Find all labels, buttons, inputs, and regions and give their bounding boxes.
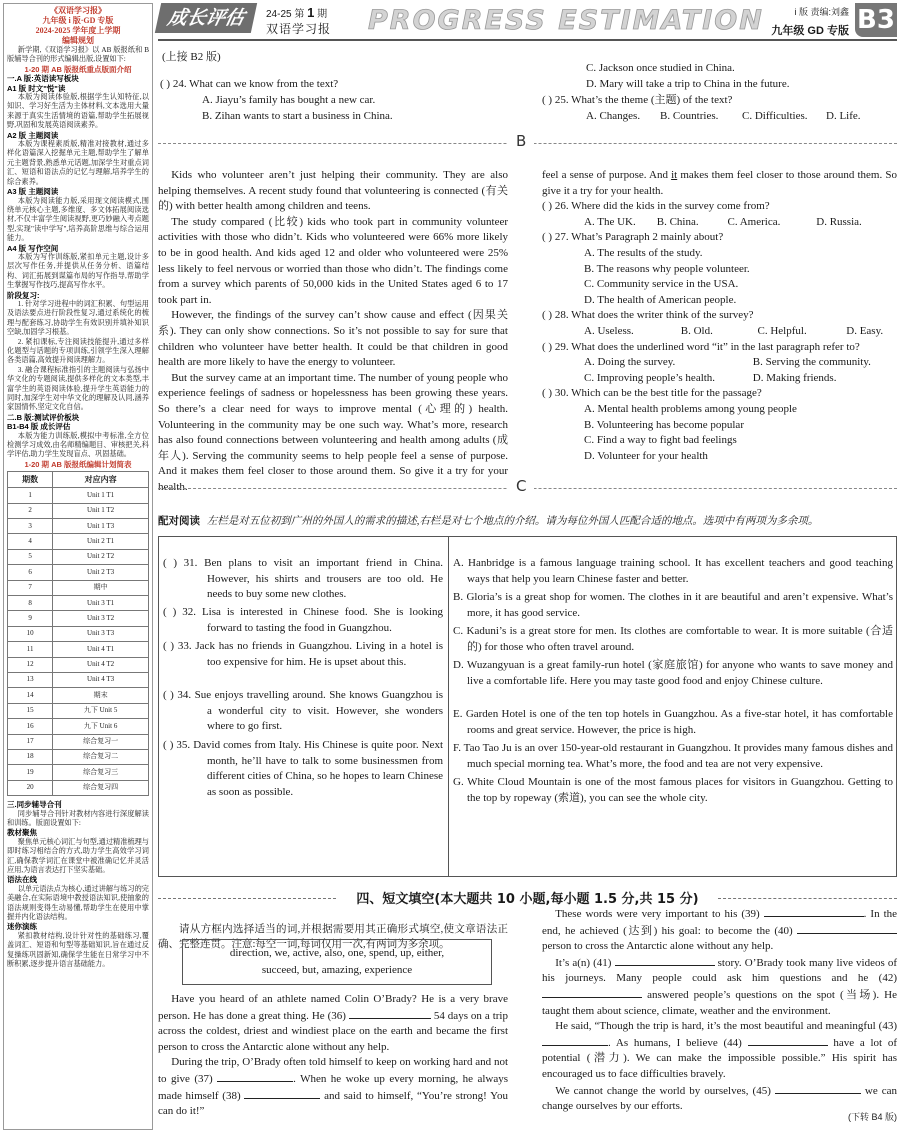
table-header-row	[8, 472, 149, 488]
progress-banner: PROGRESS ESTIMATION	[368, 5, 764, 36]
table-cell-content: 综合复习四	[53, 780, 149, 795]
table-cell-content: Unit 2 T1	[53, 534, 149, 549]
sidebar-a3-text: 本版为阅读能力版,采用现文阅读模式,围绕单元核心主题,多维度、多文体拓展阅读选材,不仅丰富学生阅读视野,更巧妙融入考点题型,实现"读中学写",培养高阶思维与综合运用能力。	[7, 196, 149, 243]
blank-36[interactable]	[349, 1008, 431, 1019]
match-right-e: E. Garden Hotel is one of the ten top hotels in Guangzhou. As a five-star hotel, it has comfortable rooms and great service. However, the price is high.	[453, 708, 893, 736]
header-rule	[158, 39, 897, 41]
sidebar-intro: 新学期,《双语学习报》以 AB 版报纸和 B 版辅导合刊的形式编辑出版,设置如下:	[7, 46, 149, 64]
table-cell-content: Unit 3 T2	[53, 611, 149, 626]
sidebar-red-heading-2: 1-20 期 AB 版报纸编辑计划简表	[24, 459, 132, 469]
issue-suffix: 期	[317, 9, 328, 20]
section-c-letter: C	[508, 479, 534, 495]
match-left-33: ( ) 33. Jack has no friends in Guangzhou. Living in a hotel is too expensive for him. He is upset about this.	[163, 640, 443, 668]
blank-45[interactable]	[775, 1083, 861, 1094]
table-row	[8, 565, 149, 580]
q25-option-b: B. Countries.	[660, 110, 719, 122]
q27-option-c: C. Community service in the USA.	[584, 278, 739, 291]
table-cell-content: Unit 4 T2	[53, 657, 149, 672]
sidebar-phase-text-2: 2. 紧扣课标,专注阅读技能提升,通过多样化题型与话题的专项训练,引领学生深入理解各类语篇,高效提升阅读理解力。	[7, 337, 149, 365]
q29-option-a: A. Doing the survey.	[584, 356, 676, 369]
passage-b-p1: Kids who volunteer aren’t just helping their community. They are also helping themselves. A recent study found that volunteering is connected (有关的) with better health among children and teens.	[158, 169, 508, 213]
q26-option-b: B. China.	[656, 215, 699, 228]
table-row	[8, 519, 149, 534]
q27-option-a: A. The results of the study.	[584, 246, 703, 259]
table-body	[8, 488, 149, 796]
section4-instructions: 请从方框内选择适当的词,并根据需要用其正确形式填空,使文章语法正确、完整连贯。注意:每空一词,每词仅用一次,有两词为多余项。	[158, 924, 508, 950]
q24-option-a: A. Jiayu’s family has bought a new car.	[202, 94, 376, 106]
table-cell-content: Unit 4 T1	[53, 642, 149, 657]
table-row	[8, 549, 149, 564]
sidebar-section-c: 三.同步辅导合刊	[7, 800, 62, 810]
sidebar-b-text: 本版为能力训练版,模拟中考标准,全方位检测学习成效,由名师精编题目、审核把关,科学评估,助力学生发现盲点、巩固基础。	[7, 431, 149, 459]
cloze-text-39a: These words were very important to his (39)	[555, 908, 760, 920]
sidebar-title-4: 编辑规划	[62, 36, 94, 45]
question-26: ( ) 26. Where did the kids in the survey come from?	[542, 200, 770, 213]
table-cell-content: Unit 1 T2	[53, 503, 149, 518]
q25-option-d: D. Life.	[826, 110, 861, 122]
sidebar-c-text: 同步辅导合刊针对教材内容进行深度解读和训练。版面设置如下:	[7, 809, 149, 827]
sidebar-phase-heading: 阶段复习:	[7, 290, 40, 300]
match-right-b: B. Gloria’s is a great shop for women. The clothes in it are beautiful and aren’t expensive. What’s more, it has good service.	[453, 591, 893, 619]
table-row	[8, 657, 149, 672]
cloze-text-39b: . In the end, he achieved (达到) his goal: to become the (40)	[542, 908, 898, 937]
q26-option-a: A. The UK.	[584, 215, 636, 228]
matching-divider	[448, 537, 449, 876]
match-right-g: G. White Cloud Mountain is one of the most famous places for visitors in Guangzhou. Getting to the top by ropeway (索道), you can see the whole city.	[453, 776, 893, 804]
table-row	[8, 765, 149, 780]
table-row	[8, 734, 149, 749]
question-27: ( ) 27. What’s Paragraph 2 mainly about?	[542, 231, 724, 244]
cloze-text-43a: He said, “Though the trip is hard, it’s the most beautiful and meaningful (43)	[555, 1020, 897, 1033]
table-row	[8, 534, 149, 549]
table-cell-issue: 4	[8, 534, 53, 549]
table-header-content: 对应内容	[53, 472, 149, 488]
cloze-text-41b: story. O’Brady took many live videos of his journeys. Many people could ask him questions and he (42)	[542, 956, 898, 985]
table-cell-issue: 18	[8, 749, 53, 764]
sidebar-title-3: 2024-2025 学年度上学期	[35, 26, 121, 35]
cloze-paragraph-3	[542, 906, 897, 955]
table-cell-content: Unit 2 T3	[53, 565, 149, 580]
cloze-paragraph-5	[542, 1019, 897, 1082]
sidebar-a1-text: 本版为阅读体验版,根据学生认知特征,以知识、学习好生活为主体材料,文本选用大量来源于真实生活情境的语篇,帮助学生拓展视野,巩固和发展英语阅读素养。	[7, 93, 149, 130]
q24-option-d: D. Mary will take a trip to China in the future.	[586, 78, 790, 90]
q26-option-c: C. America.	[727, 215, 781, 228]
word-box	[182, 939, 492, 985]
table-cell-content: 综合复习二	[53, 749, 149, 764]
table-row	[8, 488, 149, 503]
sidebar-c2-heading: 语法在线	[7, 875, 37, 885]
q28-options	[542, 324, 897, 340]
matching-instructions	[158, 514, 897, 530]
table-cell-issue: 3	[8, 519, 53, 534]
matching-label: 配对阅读	[158, 515, 200, 527]
cloze-text-36a: Have you heard of an athlete named Colin O’Brady? He is a very brave person. He has done a great thing. He (36)	[158, 993, 508, 1022]
q29-options-1	[542, 355, 897, 371]
cloze-paragraph-2	[158, 1055, 508, 1119]
cloze-paragraph-6	[542, 1083, 897, 1115]
cloze-text-38b: and said to himself, “You’re strong! You can do it!”	[158, 1089, 509, 1118]
passage-b-right	[542, 168, 897, 464]
q29-option-d: D. Making friends.	[752, 371, 837, 384]
sidebar-c1-text: 聚焦单元核心词汇与句型,通过精准梳理与即时练习相结合的方式,助力学生高效学习词汇,确保教学词汇在课堂中被准确记忆并灵活应用,为语言表达打下坚实基础。	[7, 837, 149, 874]
q30-option-c: C. Find a way to fight bad feelings	[584, 434, 737, 447]
sidebar-a3-heading: A3 版 主题阅读	[7, 187, 59, 197]
page-tag: B3	[855, 3, 897, 37]
cloze-text-45a: We cannot change the world by ourselves, (45)	[555, 1084, 771, 1097]
table-cell-content: Unit 3 T3	[53, 626, 149, 641]
cloze-paragraph-4	[542, 955, 897, 1019]
q29-option-b: B. Serving the community.	[752, 356, 871, 369]
blank-43[interactable]	[542, 1035, 608, 1046]
table-cell-content: 期中	[53, 580, 149, 595]
q24-option-b: B. Zihan wants to start a business in China.	[202, 110, 393, 122]
cloze-text-42b: answered people’s questions on the spot (当场). He taught them about science, climate, weather and the environment.	[542, 988, 897, 1017]
table-cell-issue: 6	[8, 565, 53, 580]
table-cell-issue: 17	[8, 734, 53, 749]
table-cell-content: Unit 3 T1	[53, 596, 149, 611]
table-cell-issue: 5	[8, 549, 53, 564]
table-cell-content: Unit 1 T1	[53, 488, 149, 503]
sidebar-section-b: 二.B 版:测试评价板块	[7, 412, 80, 422]
table-cell-content: Unit 4 T3	[53, 672, 149, 687]
sidebar-a2-heading: A2 版 主题阅读	[7, 130, 59, 140]
cloze-right	[542, 906, 897, 1115]
q26-option-d: D. Russia.	[816, 215, 862, 228]
table-row	[8, 703, 149, 718]
q30-option-d: D. Volunteer for your health	[584, 449, 708, 462]
cloze-text-36b: 54 days on a trip across the coldest, driest and windiest place on the earth and became the first person to cross the Antarctic alone without any help.	[158, 1009, 508, 1053]
sidebar-c3-text: 紧扣教材结构,设计针对性的基础练习,覆盖词汇、短语和句型等基础知识,旨在通过反复操练巩固新知,确保学生能在日常学习中不断积累,逐步提升语言基础能力。	[7, 931, 149, 968]
cloze-text-40b: person to cross the Antarctic alone without any help.	[542, 940, 774, 953]
match-right-a: A. Hanbridge is a famous language training school. It has excellent teachers and good teaching ways that help you learn Chinese faster and better.	[453, 557, 893, 585]
passage-b-p2: The study compared (比较) kids who took part in community volunteer activities with those who didn’t. Kids who volunteered were 66% more likely to be in good health. And kids aged 12 and older who volunteered were 25% less likely to feel nervous or worried than those who didn’t. The findings come from a survey which parents of 50,000 kids in the United States aged 6 to 17 took part in.	[158, 215, 508, 306]
blank-44[interactable]	[748, 1035, 828, 1046]
table-row	[8, 580, 149, 595]
question-28: ( ) 28. What does the writer think of the survey?	[542, 309, 754, 322]
matching-table	[158, 536, 897, 877]
sidebar-a2-text: 本版为课程素质版,精准对接教材,通过多样化语篇深入挖掘单元主题,帮助学生了解单元主题背景,熟悉单元话题,加深学生对重点词汇、短语和语法点的记忆与理解,培养学生的综合素养。	[7, 140, 149, 186]
table-row	[8, 626, 149, 641]
word-box-line-2: succeed, but, amazing, experience	[261, 964, 413, 976]
section-b-letter: B	[508, 134, 534, 150]
table-row	[8, 503, 149, 518]
exam-content	[158, 44, 897, 1130]
table-cell-issue: 19	[8, 765, 53, 780]
sidebar-title-2: 九年级 i 版·GD 专版	[42, 16, 114, 25]
sidebar-c2-text: 以单元语法点为核心,通过讲解与练习的完美融合,在实际语境中教授语法知识,使抽象的语法规则变得生动易懂,帮助学生在使用中掌握并内化语法结构。	[7, 884, 149, 921]
cloze-text-44b: have a lot of potential (潜力). We can make the impossible possible.” His spirit has encouraged us to face difficulties bravely.	[542, 1036, 897, 1080]
table-cell-issue: 11	[8, 642, 53, 657]
passage-b-p4-end: feel a sense of purpose. And it makes them feel closer to those around them. So give it a try for your health.	[542, 169, 897, 197]
q26-options	[542, 215, 897, 231]
issue-prefix: 24-25 第	[266, 9, 305, 20]
table-cell-issue: 16	[8, 719, 53, 734]
table-row	[8, 780, 149, 795]
section4-title: 四、短文填空(本大题共 10 小题,每小题 1.5 分,共 15 分)	[356, 892, 699, 907]
grade-edition: 九年级 GD 专版	[771, 25, 849, 37]
q25-option-c: C. Difficulties.	[742, 110, 808, 122]
question-24: ( ) 24. What can we know from the text?	[160, 78, 339, 90]
table-row	[8, 749, 149, 764]
q28-option-c: C. Helpful.	[757, 324, 807, 337]
passage-b-left	[158, 168, 508, 493]
sidebar-b-heading: B1-B4 版 成长评估	[7, 422, 71, 432]
table-cell-issue: 15	[8, 703, 53, 718]
table-cell-issue: 13	[8, 672, 53, 687]
blank-38[interactable]	[244, 1088, 320, 1099]
blank-42[interactable]	[542, 987, 642, 998]
q28-option-a: A. Useless.	[584, 324, 634, 337]
cloze-text-45b: we can change ourselves by our efforts.	[542, 1084, 898, 1113]
table-cell-issue: 9	[8, 611, 53, 626]
match-right-d: D. Wuzangyuan is a great family-run hotel (家庭旅馆) for anyone who wants to save money and live a comfortable life. Here you may taste good food and enjoy Chinese culture.	[453, 659, 893, 687]
section-logo: 成长评估	[155, 3, 257, 33]
table-cell-issue: 10	[8, 626, 53, 641]
blank-37[interactable]	[217, 1071, 293, 1082]
sidebar-red-heading-1: 1-20 期 AB 版报纸重点版面介绍	[24, 64, 132, 74]
table-cell-content: Unit 1 T3	[53, 519, 149, 534]
q28-option-d: D. Easy.	[846, 324, 884, 337]
match-left-32: ( ) 32. Lisa is interested in Chinese food. She is looking forward to tasting the food in Guangzhou.	[163, 606, 443, 634]
matching-instruction-text: 左栏是对五位初到广州的外国人的需求的描述,右栏是对七个地点的介绍。请为每位外国人匹配合适的地点。选项中有两项为多余项。	[206, 516, 819, 527]
match-left-35: ( ) 35. David comes from Italy. His Chinese is quite poor. Next month, he’ll have to talk to some businessmen from different cities of China, so he hopes to learn Chinese as soon as possible.	[163, 739, 443, 798]
blank-40[interactable]	[797, 923, 897, 934]
sidebar-title-1: 《双语学习报》	[50, 6, 106, 15]
cloze-paragraph-1	[158, 992, 508, 1055]
table-cell-issue: 2	[8, 503, 53, 518]
match-left-34: ( ) 34. Sue enjoys travelling around. She knows Guangzhou is a wonderful city to visit. However, she wonders where to go first.	[163, 689, 443, 733]
cloze-text-37a: During the trip, O’Brady often told himself to keep on working hard and not to give (37)	[158, 1056, 508, 1085]
continued-to-note: (下转 B4 版)	[847, 1112, 897, 1123]
table-row	[8, 672, 149, 687]
q30-option-b: B. Volunteering has become popular	[584, 418, 744, 431]
page-header	[158, 3, 897, 41]
sidebar-phase-text-1: 1. 针对学习进程中的词汇积累、句型运用及语法要点进行阶段性复习,通过系统化的梳理与配套练习,协助学生有效识别并填补知识空缺,加固学习根基。	[7, 299, 149, 337]
table-cell-content: 综合复习三	[53, 765, 149, 780]
match-right-f: F. Tao Tao Ju is an over 150-year-old restaurant in Guangzhou. It provides many famous dishes and much special morning tea. What’s more, the food and tea are not very expensive.	[453, 742, 893, 770]
table-row	[8, 719, 149, 734]
blank-39[interactable]	[764, 906, 864, 917]
table-cell-content: 九下 Unit 5	[53, 703, 149, 718]
table-row	[8, 688, 149, 703]
question-25: ( ) 25. What’s the theme (主题) of the text?	[542, 94, 733, 106]
continued-note: (上接 B2 版)	[162, 51, 221, 63]
table-cell-issue: 20	[8, 780, 53, 795]
table-row	[8, 642, 149, 657]
table-cell-content: 期末	[53, 688, 149, 703]
blank-41[interactable]	[615, 955, 715, 966]
issue-no: 1	[307, 5, 315, 20]
table-row	[8, 611, 149, 626]
cloze-text-37b: . When he woke up every morning, he always made himself (38)	[158, 1072, 508, 1102]
sidebar-phase-text-3: 3. 融合课程标准指引的主题阅读与弘扬中华文化的专题阅读,提供多样化的文本类型,丰富学生的英语阅读体验,提升学生英语能力的同时,加深学生对中华文化的理解及认同,涵养家国情怀,坚定文化自信。	[7, 365, 149, 412]
cloze-text-43b: . As humans, I believe (44)	[608, 1036, 742, 1049]
sidebar-c1-heading: 教材聚焦	[7, 828, 37, 838]
q28-option-b: B. Old.	[680, 324, 713, 337]
passage-b-p3: However, the findings of the survey can’t show cause and effect (因果关系). They can only show connections. So it’s not possible to say for sure that children who volunteer have better health. It could be that children in good health are more likely to have the energy to volunteer.	[158, 309, 508, 369]
edition-editor: i 版 责编:刘鑫	[794, 7, 849, 17]
issue-plan-table	[7, 471, 149, 796]
table-cell-content: 综合复习一	[53, 734, 149, 749]
table-row	[8, 596, 149, 611]
q29-options-2	[542, 371, 897, 387]
table-cell-issue: 8	[8, 596, 53, 611]
sidebar-a4-text: 本版为写作训练版,紧扣单元主题,设计多层次写作任务,并提供从任务分析、语篇结构、词汇拓展到谋篇布局的写作指导,帮助学生掌握写作技巧,提高写作水平。	[7, 252, 149, 290]
q25-option-a: A. Changes.	[586, 110, 641, 122]
table-cell-content: 九下 Unit 6	[53, 719, 149, 734]
q24-option-c: C. Jackson once studied in China.	[586, 62, 735, 74]
match-right-c: C. Kaduni’s is a great store for men. Its clothes are comfortable to wear. It is more suitable (合适的) for those who often travel around.	[453, 625, 893, 653]
sidebar-c3-heading: 迷你演练	[7, 922, 37, 932]
q27-option-d: D. The health of American people.	[584, 293, 737, 306]
table-cell-issue: 14	[8, 688, 53, 703]
sidebar-a4-heading: A4 版 写作空间	[7, 243, 59, 253]
word-box-line-1: direction, we, active, also, one, spend, up, either,	[229, 947, 445, 959]
question-30: ( ) 30. Which can be the best title for the passage?	[542, 387, 762, 400]
issue-number	[266, 5, 327, 20]
passage-b-p4: But the survey came at an important time. The number of young people who experience feelings of sadness or hopelessness has been growing these years. So there’s a clear need for ways to improve mental (心理的) health. Volunteering in the community may be one such way. What’s more, research has also found connections between volunteering and health among adults (成年人). Serving the community seems to help people feel a sense of purpose. And it makes them feel closer to those around them. So give it a try for your health.	[158, 371, 508, 493]
table-cell-issue: 12	[8, 657, 53, 672]
table-cell-issue: 1	[8, 488, 53, 503]
q30-option-a: A. Mental health problems among young people	[584, 402, 797, 415]
q27-option-b: B. The reasons why people volunteer.	[584, 262, 750, 275]
match-left-31: ( ) 31. Ben plans to visit an important friend in China. However, his shirts and trousers are too old. He needs to buy some new clothes.	[163, 557, 443, 601]
sidebar-a1-heading: A1 版 时文"悦"读	[7, 83, 66, 93]
table-header-issue: 期数	[8, 472, 53, 488]
paper-name: 双语学习报	[266, 22, 332, 36]
cloze-text-41a: It’s a(n) (41)	[555, 956, 612, 969]
question-29: ( ) 29. What does the underlined word “it” in the last paragraph refer to?	[542, 340, 860, 353]
table-cell-content: Unit 2 T2	[53, 549, 149, 564]
editorial-plan-sidebar	[3, 3, 153, 1130]
cloze-left	[158, 992, 508, 1120]
sidebar-section-a: 一.A 版:英语读写板块	[7, 74, 79, 84]
table-cell-issue: 7	[8, 580, 53, 595]
q29-option-c: C. Improving people’s health.	[584, 371, 716, 384]
